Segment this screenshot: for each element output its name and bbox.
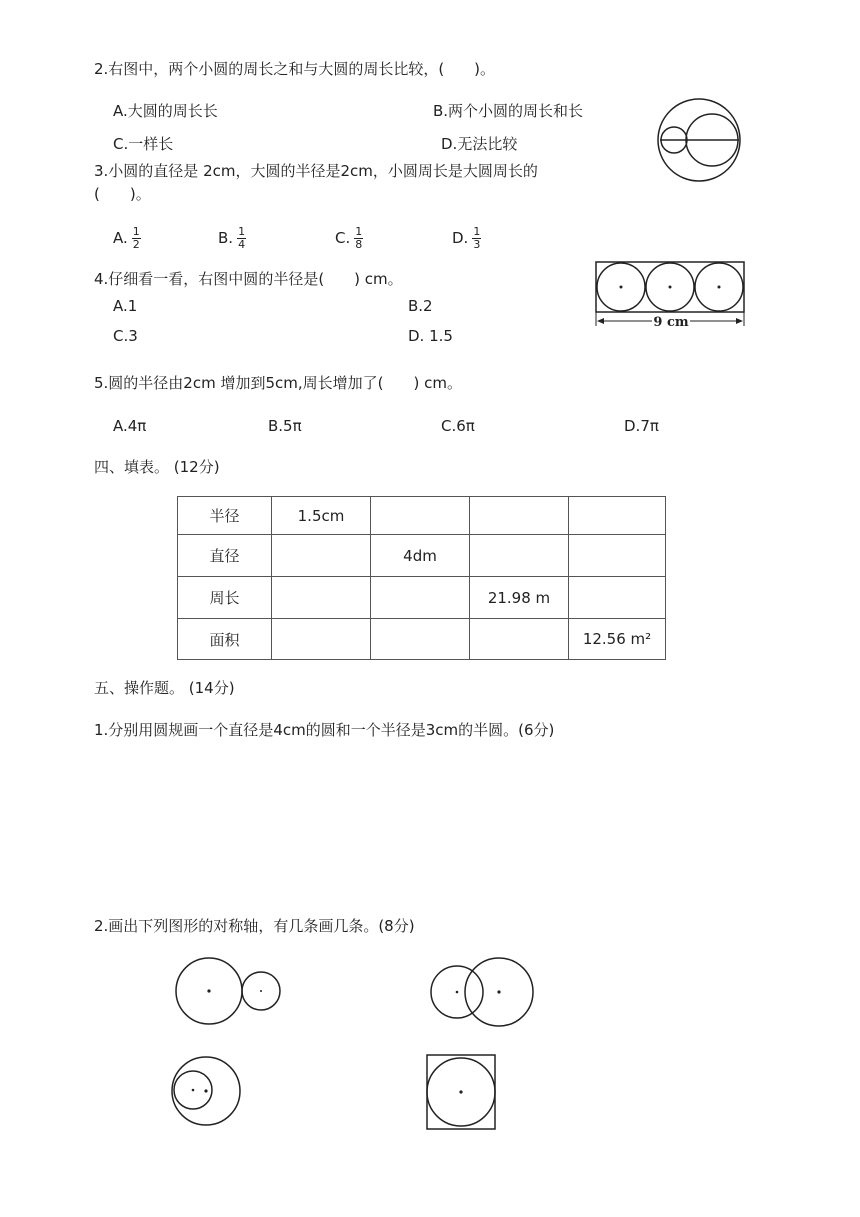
section5-q2: 2.画出下列图形的对称轴，有几条画几条。(8分) [94, 917, 415, 935]
table-cell: 1.5cm [272, 497, 371, 535]
table-cell: 面积 [178, 619, 272, 660]
q4-option-c: C.3 [113, 327, 138, 345]
table-cell: 21.98 m [470, 577, 569, 619]
q3-stem-line1: 3.小圆的直径是 2cm，大圆的半径是2cm，小圆周长是大圆周长的 [94, 162, 538, 180]
table-cell [371, 497, 470, 535]
q2-stem: 2.右图中，两个小圆的周长之和与大圆的周长比较，( )。 [94, 60, 496, 78]
table-cell [470, 535, 569, 577]
q3-option-a: A. $\frac{1}{2}$ [113, 225, 140, 251]
fill-table [177, 496, 666, 660]
q5-option-a: A.4π [113, 417, 147, 435]
symmetry-figure-two-separate-circles [172, 951, 284, 1031]
table-row [178, 535, 666, 577]
symmetry-figure-inner-circle [168, 1050, 246, 1132]
q4-figure-label: 9 cm [653, 315, 689, 330]
table-row [178, 577, 666, 619]
q5-option-d: D.7π [624, 417, 659, 435]
q4-option-b: B.2 [408, 297, 433, 315]
q4-stem: 4.仔细看一看，右图中圆的半径是( ) cm。 [94, 270, 403, 288]
q3-option-d: D. $\frac{1}{3}$ [452, 225, 481, 251]
q2-option-a: A.大圆的周长长 [113, 102, 218, 120]
table-cell [569, 535, 666, 577]
table-row [178, 497, 666, 535]
section4-title: 四、填表。 (12分) [94, 458, 220, 476]
q3-stem-line2: ( )。 [94, 185, 151, 203]
table-cell [470, 619, 569, 660]
q4-three-circles-figure [594, 260, 748, 330]
table-cell [272, 577, 371, 619]
table-cell [272, 535, 371, 577]
q4-option-a: A.1 [113, 297, 138, 315]
table-cell [272, 619, 371, 660]
q2-option-c: C.一样长 [113, 135, 174, 153]
q5-stem: 5.圆的半径由2cm 增加到5cm,周长增加了( ) cm。 [94, 374, 462, 392]
symmetry-figure-overlapping-circles [428, 951, 538, 1031]
table-cell [371, 619, 470, 660]
section5-title: 五、操作题。 (14分) [94, 679, 235, 697]
q4-option-d: D. 1.5 [408, 327, 453, 345]
table-cell: 4dm [371, 535, 470, 577]
q5-option-c: C.6π [441, 417, 475, 435]
q3-option-b: B. $\frac{1}{4}$ [218, 225, 246, 251]
table-cell: 半径 [178, 497, 272, 535]
table-cell [569, 497, 666, 535]
symmetry-figure-circle-in-square [423, 1051, 501, 1133]
q2-option-b: B.两个小圆的周长和长 [433, 102, 584, 120]
table-row [178, 619, 666, 660]
section5-q1: 1.分别用圆规画一个直径是4cm的圆和一个半径是3cm的半圆。(6分) [94, 721, 555, 739]
table-cell [569, 577, 666, 619]
table-cell [470, 497, 569, 535]
table-cell: 12.56 m² [569, 619, 666, 660]
table-cell: 直径 [178, 535, 272, 577]
table-cell [371, 577, 470, 619]
q2-circles-figure [655, 96, 745, 184]
table-cell: 周长 [178, 577, 272, 619]
q3-option-c: C. $\frac{1}{8}$ [335, 225, 363, 251]
q5-option-b: B.5π [268, 417, 302, 435]
q2-option-d: D.无法比较 [441, 135, 518, 153]
